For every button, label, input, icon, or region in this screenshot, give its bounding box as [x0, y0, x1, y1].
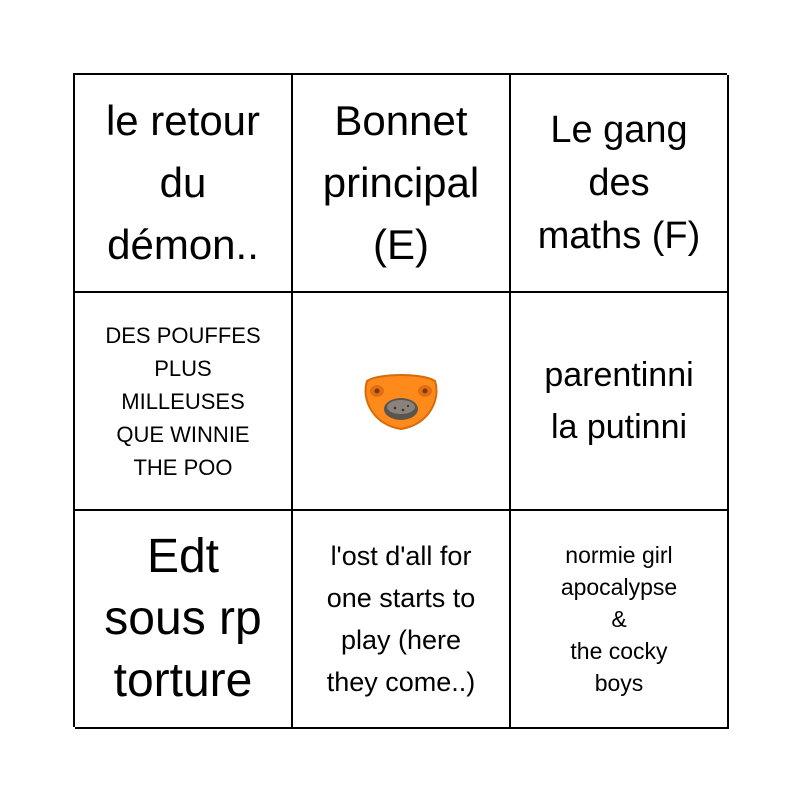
cell-text: normie girl apocalypse & the cocky boys [560, 542, 678, 696]
bingo-cell[interactable] [511, 293, 729, 511]
bingo-cell[interactable] [293, 75, 511, 293]
cell-text: Edt sous rp torture [104, 530, 262, 707]
bingo-cell[interactable] [75, 511, 293, 729]
cell-text: parentinni la putinni [544, 356, 694, 446]
cell-text: Le gang des maths (F) [537, 108, 701, 257]
bingo-board [73, 73, 727, 727]
bingo-cell[interactable] [511, 75, 729, 293]
cell-text: le retour du démon.. [105, 97, 261, 268]
orange-creature-icon [359, 369, 443, 433]
bingo-cell[interactable] [293, 511, 511, 729]
cell-text: DES POUFFES PLUS MILLEUSES QUE WINNIE THE POO [105, 322, 261, 480]
cell-text: l'ost d'all for one starts to play (here they come..) [326, 541, 476, 697]
bingo-cell-free[interactable] [293, 293, 511, 511]
bingo-cell[interactable] [75, 293, 293, 511]
cell-text: Bonnet principal (E) [322, 97, 480, 268]
bingo-cell[interactable] [511, 511, 729, 729]
bingo-cell[interactable] [75, 75, 293, 293]
